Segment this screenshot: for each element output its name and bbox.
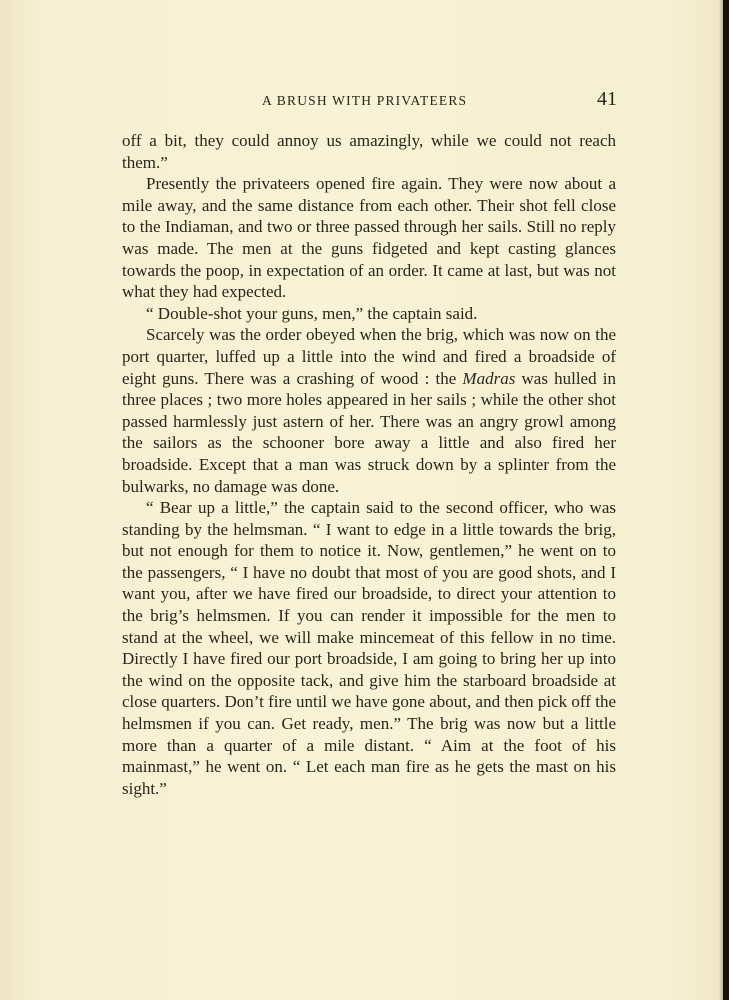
page-header [122,90,619,114]
paragraph-3: “ Double-shot your guns, men,” the captain said. [146,303,478,323]
paragraph-4-part-b: was hulled in three places ; two more holes appeared in her sails ; while the other shot passed harmlessly just astern of her. There was an angry growl among the sailors as the schooner bore away a little and also fired her broadside. Except that a man was struck down by a splinter from the bulwarks, no damage was done. [122,368,616,496]
paragraph-2: Presently the privateers opened fire again. They were now about a mile away, and the same distance from each other. Their shot fell close to the Indiaman, and two or three passed through her sails. Still no reply was made. The men at the guns fidgeted and kept casting glances towards the poop, in expectation of an order. It came at last, but was not what they had expected. [122,174,616,302]
ship-name: Madras [462,368,516,388]
paragraph-4-part-a: Scarcely was the order obeyed when the brig, which was now on the port quarter, luffed up a little into the wind and fired a broadside of eight guns. There was a crashing of wood : the [122,325,616,388]
page-edge [723,0,729,1000]
paragraph-5: “ Bear up a little,” the captain said to the second officer, who was standing by the helmsman. “ I want to edge in a little towards the brig, but not enough for them to notice it. Now, gentlemen,” he went on to the passengers, “ I have no doubt that most of you are good shots, and I want you, after we have fired our broadside, to direct your attention to the brig’s helmsmen. If you can render it impossible for the men to stand at the wheel, we will make mincemeat of this fellow in no time. Directly I have fired our port broadside, I am going to bring her up into the wind on the opposite tack, and give him the starboard broadside at close quarters. Don’t fire until we have gone about, and then pick off the helmsmen if you can. Get ready, men.” The brig was now but a little more than a quarter of a mile distant. “ Aim at the foot of his mainmast,” he went on. “ Let each man fire as he gets the mast on his sight.” [122,498,616,798]
paragraph-4 [122,324,616,497]
running-head: A BRUSH WITH PRIVATEERS [262,93,468,108]
paragraph-1: off a bit, they could annoy us amazingly, while we could not reach them.” [122,131,616,172]
page-number: 41 [597,88,617,110]
body-text [122,130,616,799]
